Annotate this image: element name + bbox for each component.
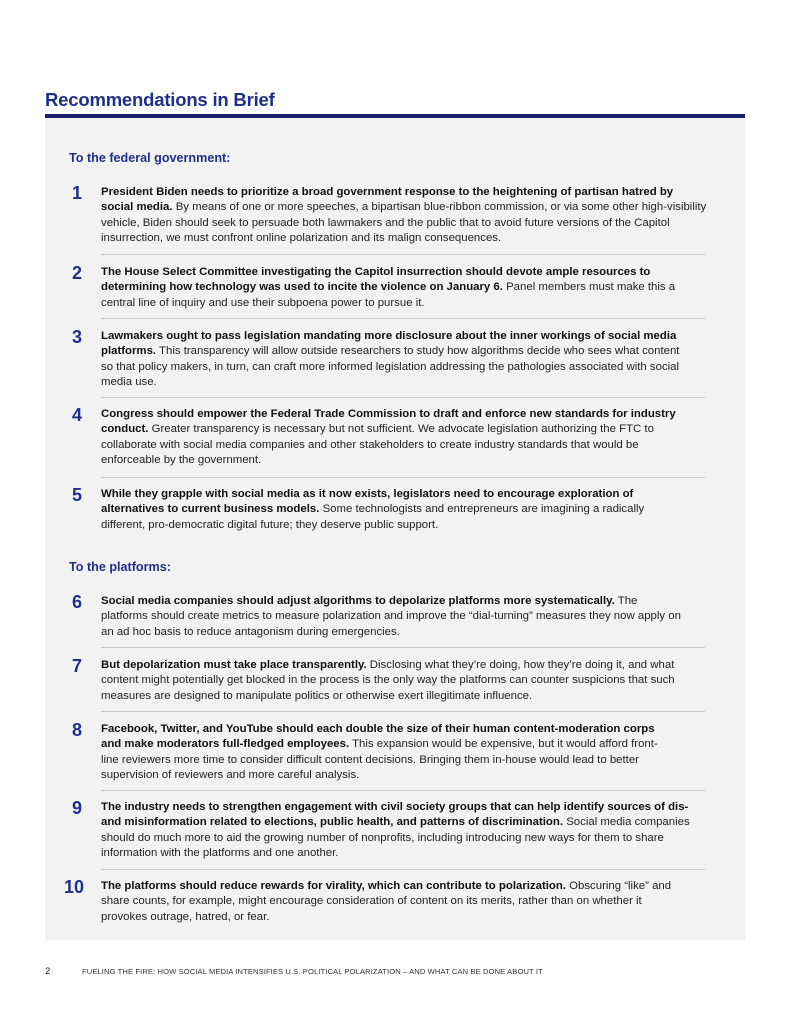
recommendation-bold: Facebook, Twitter, and YouTube should each double the size of their human content-moderation corps and make moderators full-fledged employees.: [101, 723, 655, 751]
recommendation-text: [101, 185, 707, 246]
recommendation-detail: Greater transparency is necessary but not sufficient. We advocate legislation authorizing the FTC to collaborate with social media companies and other stakeholders to create industry standards that would be enforceable by the government.: [101, 423, 654, 466]
page-number: 2: [45, 966, 51, 977]
recommendation-bold: The House Select Committee investigating the Capitol insurrection should devote ample resources to determining how technology was used to incite the violence on January 6.: [101, 266, 651, 294]
recommendation-bold: Social media companies should adjust algorithms to depolarize platforms more systematically.: [101, 595, 615, 607]
recommendation-detail: This expansion would be expensive, but it would afford front-line reviewers more time to consider difficult content decisions. Bringing them in-house would lead to better supervision of reviewers and more careful analysis.: [101, 738, 658, 781]
recommendation-bold: While they grapple with social media as it now exists, legislators need to encourage exploration of alternatives to current business models.: [101, 488, 634, 516]
recommendation-bold: But depolarization must take place transparently.: [101, 659, 367, 671]
section-heading-federal: To the federal government:: [69, 151, 231, 165]
recommendation-number: 9: [72, 798, 83, 818]
recommendation-bold: The platforms should reduce rewards for virality, which can contribute to polarization.: [101, 880, 566, 892]
recommendation-number: 7: [72, 656, 83, 676]
recommendation-bold: President Biden needs to prioritize a broad government response to the heightening of partisan hatred by social media.: [101, 186, 674, 214]
separator: [101, 711, 705, 712]
recommendation-bold: Lawmakers ought to pass legislation mandating more disclosure about the inner workings of social media platforms.: [101, 330, 677, 358]
recommendation-number: 6: [72, 592, 83, 612]
recommendation-number: 5: [72, 485, 83, 505]
section-heading-platforms: To the platforms:: [69, 560, 171, 574]
recommendation-number: 10: [64, 877, 85, 897]
recommendation-detail: Social media companies should do much more to aid the growing number of nonprofits, including introducing new ways for them to share information with the platforms and one another.: [101, 816, 690, 859]
recommendation-number: 2: [72, 263, 83, 283]
recommendation-number: 1: [72, 183, 83, 203]
recommendation-bold: Congress should empower the Federal Trade Commission to draft and enforce new standards for industry conduct.: [101, 408, 676, 436]
recommendation-detail: The platforms should create metrics to measure polarization and improve the “dial-turning” measures they now apply on an ad hoc basis to reduce antagonism during emergencies.: [101, 595, 681, 638]
recommendation-detail: Disclosing what they’re doing, how they’re doing it, and what content might potentially get blocked in the process is the only way the platforms can counter suspicions that such measures are designed to manipulate politics or otherwise exert illegitimate influence.: [101, 659, 675, 702]
separator: [101, 477, 705, 478]
recommendation-number: 8: [72, 720, 83, 740]
recommendation-detail: This transparency will allow outside researchers to study how algorithms decide who sees what content so that policy makers, in turn, can craft more informed legislation addressing the pathologies associated with social media use.: [101, 345, 680, 388]
recommendation-text: [101, 407, 691, 468]
recommendation-detail: Panel members must make this a central line of inquiry and use their subpoena power to pursue it.: [101, 281, 676, 309]
recommendation-text: [101, 722, 675, 783]
separator: [101, 869, 705, 870]
separator: [101, 254, 705, 255]
recommendation-text: [101, 265, 683, 311]
recommendation-bold: The industry needs to strengthen engagement with civil society groups that can help identify sources of dis- and misinformation related to elections, public health, and patterns of discrimination.: [101, 801, 689, 829]
recommendation-detail: Some technologists and entrepreneurs are imagining a radically different, pro-democratic digital future; they deserve public support.: [101, 503, 645, 531]
recommendation-detail: By means of one or more speeches, a bipartisan blue-ribbon commission, or via some other high-visibility vehicle, Biden should seek to persuade both lawmakers and the public that to avoid future versions of the Capitol insurrection, we must confront online polarization and its malign consequences.: [101, 201, 707, 244]
recommendation-text: [101, 594, 681, 640]
separator: [101, 397, 705, 398]
recommendation-text: [101, 658, 691, 704]
recommendation-text: [101, 329, 681, 390]
page-title: Recommendations in Brief: [45, 89, 275, 110]
recommendation-number: 3: [72, 327, 83, 347]
running-footer: FUELING THE FIRE: HOW SOCIAL MEDIA INTENSIFIES U.S. POLITICAL POLARIZATION – AND WHAT CAN BE DONE ABOUT IT: [82, 967, 543, 976]
separator: [101, 790, 705, 791]
separator: [101, 647, 705, 648]
recommendation-text: [101, 487, 681, 533]
separator: [101, 318, 705, 319]
recommendation-text: [101, 879, 673, 925]
recommendation-text: [101, 800, 701, 861]
recommendation-number: 4: [72, 405, 83, 425]
recommendation-detail: Obscuring “like” and share counts, for example, might encourage consideration of content on its merits, rather than on whether it provokes outrage, hatred, or fear.: [101, 880, 672, 923]
